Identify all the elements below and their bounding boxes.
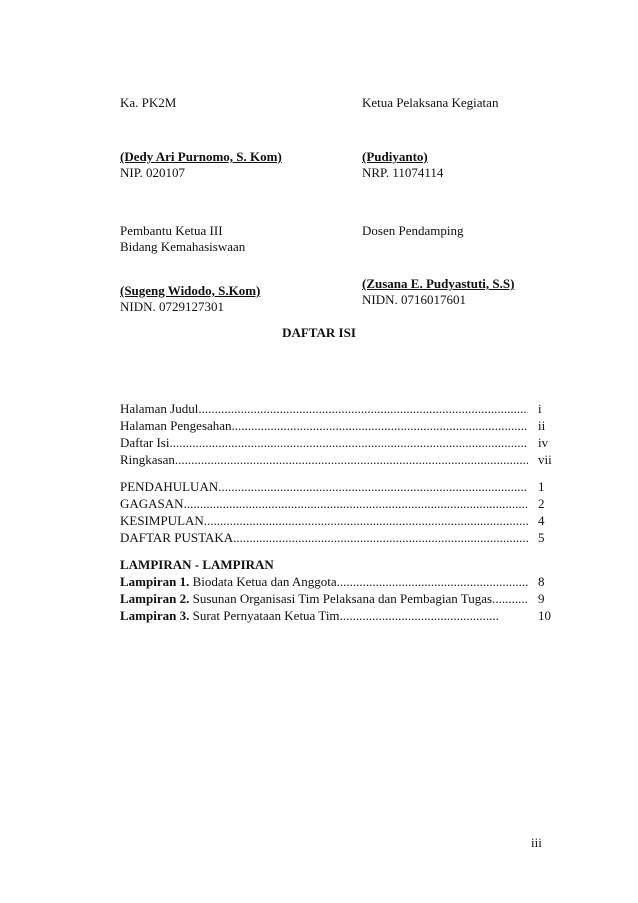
- toc-entry-label: DAFTAR PUSTAKA: [120, 530, 234, 545]
- signature-title-ka-pk2m: Ka. PK2M: [120, 95, 177, 110]
- toc-entry-label: Susunan Organisasi Tim Pelaksana dan Pembagian Tugas: [189, 591, 493, 606]
- toc-row: [120, 434, 560, 451]
- toc-entry-page: 5: [538, 530, 545, 545]
- toc-entry-page: 2: [538, 496, 545, 511]
- signature-title-dosen: Dosen Pendamping: [362, 223, 464, 238]
- signature-name-pudiyanto: (Pudiyanto): [362, 149, 428, 164]
- toc-entry-page: 9: [538, 591, 545, 606]
- toc-entry-label: Surat Pernyataan Ketua Tim: [189, 608, 340, 623]
- toc-row: [120, 573, 560, 590]
- toc-row: [120, 400, 560, 417]
- toc-entry-page: 4: [538, 513, 545, 528]
- toc-row: [120, 478, 560, 495]
- toc-entry-label: Halaman Judul: [120, 401, 199, 416]
- toc-row: [120, 512, 560, 529]
- toc-entry-label: Daftar Isi: [120, 435, 170, 450]
- toc-entry-label: Ringkasan: [120, 452, 175, 467]
- signature-title-ketua-pelaksana: Ketua Pelaksana Kegiatan: [362, 95, 499, 110]
- toc-entry-prefix: Lampiran 1.: [120, 574, 190, 589]
- toc-row: [120, 417, 560, 434]
- page-number: iii: [531, 835, 542, 850]
- toc-entry-prefix: Lampiran 2.: [120, 591, 190, 606]
- toc-entry-page: vii: [538, 452, 552, 467]
- signature-id-sugeng: NIDN. 0729127301: [120, 299, 224, 314]
- signature-name-dedy: (Dedy Ari Purnomo, S. Kom): [120, 149, 282, 164]
- toc-entry-page: iv: [538, 435, 549, 450]
- signature-title-bidang: Bidang Kemahasiswaan: [120, 239, 246, 254]
- signature-id-zusana: NIDN. 0716017601: [362, 292, 466, 307]
- toc-entry-page: 10: [538, 608, 551, 623]
- toc-entry-page: 1: [538, 479, 545, 494]
- toc-entry-page: ii: [538, 418, 546, 433]
- toc-row: [120, 495, 560, 512]
- toc-row: [120, 529, 560, 546]
- signature-id-dedy: NIP. 020107: [120, 165, 186, 180]
- toc-entry-page: 8: [538, 574, 545, 589]
- toc-heading: DAFTAR ISI: [282, 325, 356, 340]
- toc-entry-label: GAGASAN: [120, 496, 184, 511]
- toc-row: [120, 451, 560, 468]
- toc-entry-label: Halaman Pengesahan: [120, 418, 232, 433]
- signature-name-zusana: (Zusana E. Pudyastuti, S.S): [362, 276, 515, 291]
- signature-title-pembantu-ketua: Pembantu Ketua III: [120, 223, 223, 238]
- toc-entry-label: PENDAHULUAN: [120, 479, 219, 494]
- toc-entry-prefix: Lampiran 3.: [120, 608, 190, 623]
- toc-row: [120, 590, 560, 607]
- toc-entry-label: KESIMPULAN: [120, 513, 204, 528]
- toc-entry-page: i: [538, 401, 542, 416]
- toc-entry-label: Biodata Ketua dan Anggota: [189, 574, 337, 589]
- signature-id-pudiyanto: NRP. 11074114: [362, 165, 444, 180]
- appendix-heading: LAMPIRAN - LAMPIRAN: [120, 557, 274, 572]
- signature-name-sugeng: (Sugeng Widodo, S.Kom): [120, 283, 261, 298]
- toc-row: [120, 607, 560, 624]
